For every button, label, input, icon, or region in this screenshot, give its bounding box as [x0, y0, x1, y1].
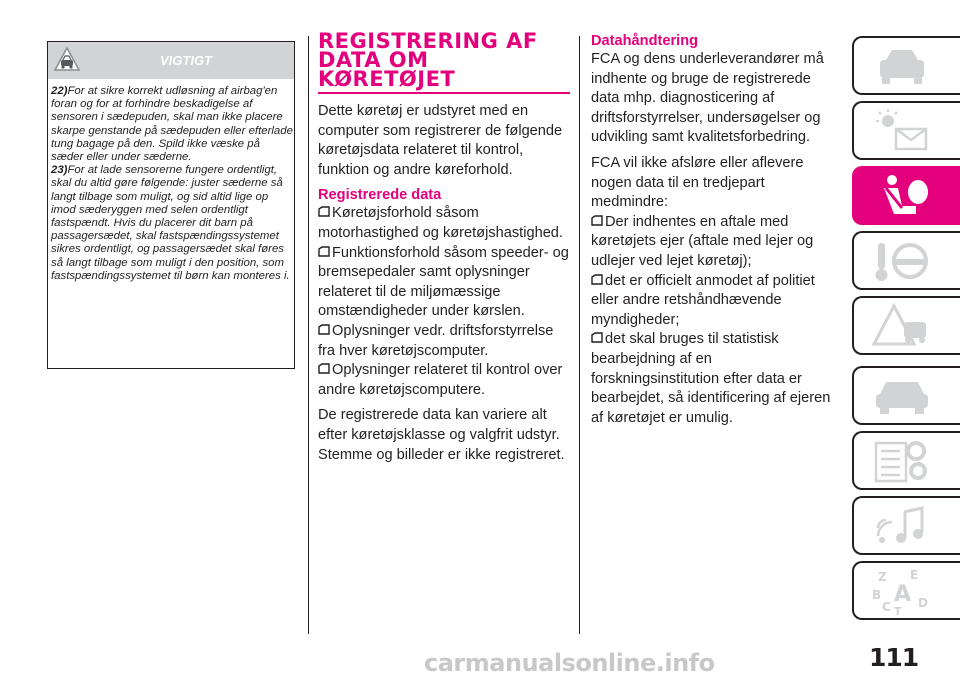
tab-warning-triangle[interactable]	[852, 296, 960, 355]
warning-item-22	[51, 85, 294, 164]
section-title	[318, 29, 570, 94]
key-steering-icon	[872, 237, 932, 285]
tab-key-steering[interactable]	[852, 231, 960, 290]
paragraph: FCA og dens underleverandører må indhente og bruge de registrerede data mhp. diagnosticering af driftsforstyrrelser, undersøgelser og udvikling samt kvalitetsforbedring.	[591, 51, 824, 146]
list-item	[318, 322, 570, 361]
list-item	[591, 330, 843, 428]
checkbox-bullet-icon	[318, 246, 332, 258]
data-handling-heading: Datahåndtering	[591, 33, 699, 49]
section-title-line: KØRETØJET	[318, 67, 456, 91]
column-divider-left	[308, 36, 309, 634]
closing-paragraph: De registrerede data kan variere alt efter køretøjsklasse og valgfrit udstyr. Stemme og billeder er ikke registreret.	[318, 407, 565, 463]
intro-paragraph: Dette køretøj er udstyret med en computer som registrerer de følgende køretøjsdata relateret til kontrol, funktion og andre køreforhold.	[318, 103, 563, 178]
tab-multimedia[interactable]	[852, 496, 960, 555]
paragraph: FCA vil ikke afsløre eller aflevere nogen data til en tredjepart medmindre:	[591, 154, 804, 211]
specs-gears-icon	[872, 437, 932, 485]
checkbox-bullet-icon	[318, 363, 332, 375]
checkbox-bullet-icon	[591, 215, 605, 227]
list-item	[318, 361, 570, 400]
index-letter: T	[894, 605, 902, 615]
tab-seat-safety[interactable]	[852, 166, 960, 225]
list-item-text: Køretøjsforhold såsom motorhastighed og køretøjshastighed.	[318, 205, 563, 241]
list-item-text: Funktionsforhold såsom speeder- og bremsepedaler samt oplysninger relateret til de miljømæssige omstændigheder under kørslen.	[318, 244, 569, 320]
warning-title: VIGTIGT	[160, 53, 212, 68]
warning-triangle-icon	[872, 302, 932, 350]
checkbox-bullet-icon	[318, 206, 332, 218]
list-item	[591, 272, 843, 331]
multimedia-icon	[872, 502, 932, 550]
tab-specs-gears[interactable]	[852, 431, 960, 490]
watermark: carmanualsonline.info	[424, 649, 715, 677]
index-letter: D	[918, 596, 928, 610]
index-letters-icon	[872, 567, 932, 615]
warning-item-text: For at sikre korrekt udløsning af airbag'en foran og for at forhindre beskadigelse af sensoren i sædepuden, skal man ikke placere skarpe genstande på sædepuden eller efterlade tung bagage på den. Spild ikke væske på sæder eller under sæderne.	[51, 85, 293, 164]
list-item-text: det skal bruges til statistisk bearbejdning af en forskningsinstitution efter data er bearbejdet, så identificering af ejeren af køretøjet er umulig.	[591, 331, 831, 426]
list-item	[318, 244, 570, 322]
section-title-line: REGISTRERING AF	[318, 29, 538, 53]
middle-column	[318, 29, 570, 465]
list-item-text: det er officielt anmodet af politiet eller andre retshåndhævende myndigheder;	[591, 272, 815, 328]
checkbox-bullet-icon	[591, 274, 605, 286]
checkbox-bullet-icon	[318, 324, 332, 336]
checkbox-bullet-icon	[591, 332, 605, 344]
warning-item-number: 22)	[51, 85, 68, 97]
tab-dashboard-lights[interactable]	[852, 101, 960, 160]
index-letter: Z	[878, 570, 887, 584]
tab-index[interactable]	[852, 561, 960, 620]
section-title-line: DATA OM	[318, 48, 429, 72]
index-letter: C	[882, 600, 891, 614]
tab-car-service[interactable]	[852, 366, 960, 425]
warning-header	[48, 42, 294, 79]
tab-car-front[interactable]	[852, 36, 960, 95]
dashboard-lights-icon	[872, 107, 932, 155]
warning-body	[48, 79, 294, 283]
warning-item-text: For at lade sensorerne fungere ordentligt, skal du altid gøre følgende: juster sæderne så langt tilbage som muligt, og sid altid lige op imod sæderyggen med selen ordentligt fastspændt. Hvis du placerer dit barn på passagersædet, skal fastspændingssystemet sikres ordentligt, og passagersædet skal føres så langt tilbage som muligt i den position, som fastspændingssystemet til børn kan monteres i.	[51, 164, 290, 282]
seat-safety-icon	[872, 172, 932, 220]
list-item	[318, 204, 570, 243]
list-item-text: Oplysninger vedr. driftsforstyrrelse fra hver køretøjscomputer.	[318, 322, 554, 359]
right-column	[591, 32, 843, 428]
column-divider-right	[579, 36, 580, 634]
car-service-icon	[872, 372, 932, 420]
page-number: 111	[869, 643, 919, 672]
list-item-text: Der indhentes en aftale med køretøjets ejer (aftale med lejer og udlejer ved lejet køretøj);	[591, 213, 814, 269]
list-item	[591, 213, 843, 272]
index-letter: E	[910, 568, 919, 582]
warning-item-number: 23)	[51, 164, 68, 177]
warning-item-23	[51, 164, 294, 283]
list-item-text: Oplysninger relateret til kontrol over andre køretøjscomputere.	[318, 362, 563, 398]
car-front-icon	[872, 42, 932, 90]
registered-data-heading: Registrerede data	[318, 187, 442, 204]
index-letter: A	[894, 582, 912, 607]
index-letter: B	[872, 588, 882, 602]
warning-box	[47, 41, 295, 369]
